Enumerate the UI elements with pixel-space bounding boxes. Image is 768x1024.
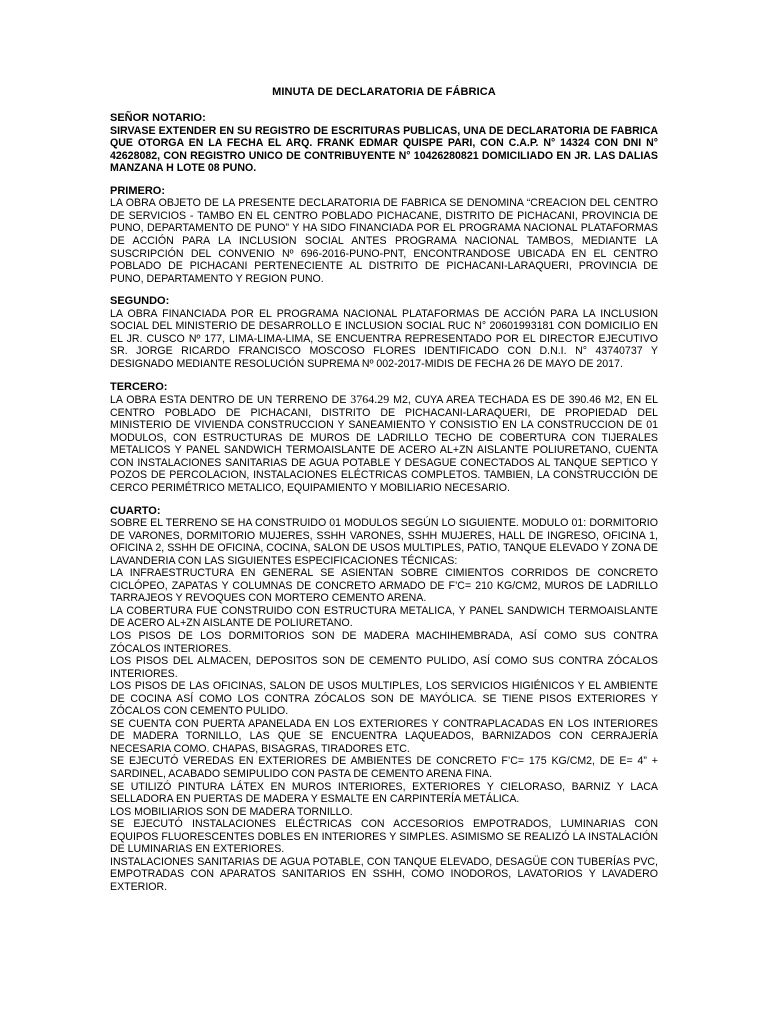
section-heading-cuarto: CUARTO: <box>110 504 161 517</box>
document-title: MINUTA DE DECLARATORIA DE FÁBRICA <box>272 86 496 98</box>
cuarto-paragraph: SE UTILIZÓ PINTURA LÁTEX EN MUROS INTERIORES, EXTERIORES Y CIELORASO, BARNIZ Y LACA SELLADORA EN PUERTAS DE MADERA Y ESMALTE EN CARPINTERÍA METÁLICA. <box>110 780 658 806</box>
area-terreno-value: 3764.29 <box>350 392 390 407</box>
cuarto-paragraph: SE EJECUTÓ INSTALACIONES ELÉCTRICAS CON ACCESORIOS EMPOTRADOS, LUMINARIAS CON EQUIPOS FLUORESCENTES DOBLES EN INTERIORES Y SIMPLES. ASIMISMO SE REALIZÓ LA INSTALACIÓN DE LUMINARIAS EN EXTERIORES. <box>110 818 658 856</box>
section-heading-tercero: TERCERO: <box>110 380 168 393</box>
section-heading-segundo: SEGUNDO: <box>110 295 170 308</box>
tercero-text-before: LA OBRA ESTA DENTRO DE UN TERRENO DE <box>110 394 351 407</box>
section-text-tercero <box>110 393 658 494</box>
cuarto-paragraph: LA COBERTURA FUE CONSTRUIDO CON ESTRUCTURA METALICA, Y PANEL SANDWICH TERMOAISLANTE DE ACERO AL+ZN AISLANTE DE POLIURETANO. <box>110 604 658 630</box>
section-text-primero: LA OBRA OBJETO DE LA PRESENTE DECLARATORIA DE FABRICA SE DENOMINA “CREACION DEL CENTRO DE SERVICIOS - TAMBO EN EL CENTRO POBLADO PICHACANE, DISTRITO DE PICHACANI, PROVINCIA DE PUNO, DEPARTAMENTO DE PUNO” Y HA SIDO FINANCIADA POR EL PROGRAMA NACIONAL PLATAFORMAS DE ACCIÓN PARA LA INCLUSION SOCIAL ANTES PROGRAMA NACIONAL TAMBOS, MEDIANTE LA SUSCRIPCIÓN DEL CONVENIO Nº 696-2016-PUNO-PNT, ENCONTRANDOSE UBICADA EN EL CENTRO POBLADO DE PICHACANI PERTENECIENTE AL DISTRITO DE PICHACANI-LARAQUERI, PROVINCIA DE PUNO, DEPARTAMENTO Y REGION PUNO. <box>110 197 658 285</box>
cuarto-paragraph: SE CUENTA CON PUERTA APANELADA EN LOS EXTERIORES Y CONTRAPLACADAS EN LOS INTERIORES DE MADERA TORNILLO, LAS QUE SE ENCUENTRA LAQUEADOS, BARNIZADOS CON CERRAJERÍA NECESARIA COMO. CHAPAS, BISAGRAS, TIRADORES ETC. <box>110 717 658 755</box>
cuarto-paragraph: INSTALACIONES SANITARIAS DE AGUA POTABLE, CON TANQUE ELEVADO, DESAGÜE CON TUBERÍAS PVC, EMPOTRADAS CON APARATOS SANITARIOS EN SSHH, COMO INODOROS, LAVATORIOS Y LAVADERO EXTERIOR. <box>110 855 658 893</box>
cuarto-paragraph: LA INFRAESTRUCTURA EN GENERAL SE ASIENTAN SOBRE CIMIENTOS CORRIDOS DE CONCRETO CICLÓPEO, ZAPATAS Y COLUMNAS DE CONCRETO ARMADO DE F’C= 210 KG/CM2, MUROS DE LADRILLO TARRAJEOS Y REVOQUES CON MORTERO CEMENTO ARENA. <box>110 567 658 605</box>
cuarto-paragraph: SOBRE EL TERRENO SE HA CONSTRUIDO 01 MODULOS SEGÚN LO SIGUIENTE. MODULO 01: DORMITORIO DE VARONES, DORMITORIO MUJERES, SSHH VARONES, SSHH MUJERES, HALL DE INGRESO, OFICINA 1, OFICINA 2, SSHH DE OFICINA, COCINA, SALON DE USOS MULTIPLES, PATIO, TANQUE ELEVADO Y ZONA DE LAVANDERIA CON LAS SIGUIENTES ESPECIFICACIONES TÉCNICAS: <box>110 517 658 567</box>
cuarto-paragraph: LOS PISOS DE LOS DORMITORIOS SON DE MADERA MACHIHEMBRADA, ASÍ COMO SUS CONTRA ZÓCALOS INTERIORES. <box>110 630 658 655</box>
section-heading-primero: PRIMERO: <box>110 184 165 197</box>
section-segundo <box>110 295 658 370</box>
section-text-segundo: LA OBRA FINANCIADA POR EL PROGRAMA NACIONAL PLATAFORMAS DE ACCIÓN PARA LA INCLUSION SOCIAL DEL MINISTERIO DE DESARROLLO E INCLUSION SOCIAL RUC N° 20601993181 CON DOMICILIO EN EL JR. CUSCO Nº 177, LIMA-LIMA-LIMA, SE ENCUENTRA REPRESENTADO POR EL DIRECTOR EJECUTIVO SR. JORGE RICARDO FRANCISCO MOSCOSO FLORES IDENTIFICADO CON D.N.I. N° 43740737 Y DESIGNADO MEDIANTE RESOLUCIÓN SUPREMA Nº 002-2017-MIDIS DE FECHA 26 DE MAYO DE 2017. <box>110 307 658 370</box>
intro-paragraph: SIRVASE EXTENDER EN SU REGISTRO DE ESCRITURAS PUBLICAS, UNA DE DECLARATORIA DE FABRICA QUE OTORGA EN LA FECHA EL ARQ. FRANK EDMAR QUISPE PARI, CON C.A.P. N° 14324 CON DNI N° 42628082, CON REGISTRO UNICO DE CONTRIBUYENTE N° 10426280821 DOMICILIADO EN JR. LAS DALIAS MANZANA H LOTE 08 PUNO. <box>110 124 658 175</box>
section-tercero <box>110 381 658 495</box>
cuarto-paragraph: SE EJECUTÓ VEREDAS EN EXTERIORES DE AMBIENTES DE CONCRETO F’C= 175 KG/CM2, DE E= 4” + SARDINEL, ACABADO SEMIPULIDO CON PASTA DE CEMENTO ARENA FINA. <box>110 755 658 781</box>
salutation: SEÑOR NOTARIO: <box>110 112 206 124</box>
cuarto-paragraph: LOS PISOS DE LAS OFICINAS, SALON DE USOS MULTIPLES, LOS SERVICIOS HIGIÉNICOS Y EL AMBIENTE DE COCINA ASÍ COMO LOS CONTRA ZÓCALOS SON DE MAYÓLICA. SE TIENE PISOS EXTERIORES Y ZÓCALOS CON CEMENTO PULIDO. <box>110 680 658 718</box>
tercero-text-after: M2, CUYA AREA TECHADA ES DE 390.46 M2, EN EL CENTRO POBLADO DE PICHACANI, DISTRITO DE PICHACANI-LARAQUERI, DE PROPIEDAD DEL MINISTERIO DE VIVIENDA CONSTRUCCION Y SANEAMIENTO Y CONSISTIO EN LA CONSTRUCCION DE 01 MODULOS, CON ESTRUCTURAS DE MUROS DE LADRILLO TECHO DE COBERTURA CON TIJERALES METALICOS Y PANEL SANDWICH TERMOAISLANTE DE ACERO AL+ZN AISLANTE POLIURETANO, CUENTA CON INSTALACIONES SANITARIAS DE AGUA POTABLE Y DESAGUE CONECTADOS AL TANQUE SEPTICO Y POZOS DE PERCOLACION, INSTALACIONES ELÉCTRICAS COMPLETOS. TAMBIEN, LA CONSTRUCCIÓN DE CERCO PERIMÉTRICO METALICO, EQUIPAMIENTO Y MOBILIARIO NECESARIO. <box>110 394 658 494</box>
intro-section <box>110 112 658 175</box>
cuarto-paragraph: LOS PISOS DEL ALMACEN, DEPOSITOS SON DE CEMENTO PULIDO, ASÍ COMO SUS CONTRA ZÓCALOS INTERIORES. <box>110 655 658 680</box>
section-primero <box>110 185 658 285</box>
cuarto-paragraph: LOS MOBILIARIOS SON DE MADERA TORNILLO. <box>110 805 353 818</box>
section-cuarto <box>110 505 658 894</box>
